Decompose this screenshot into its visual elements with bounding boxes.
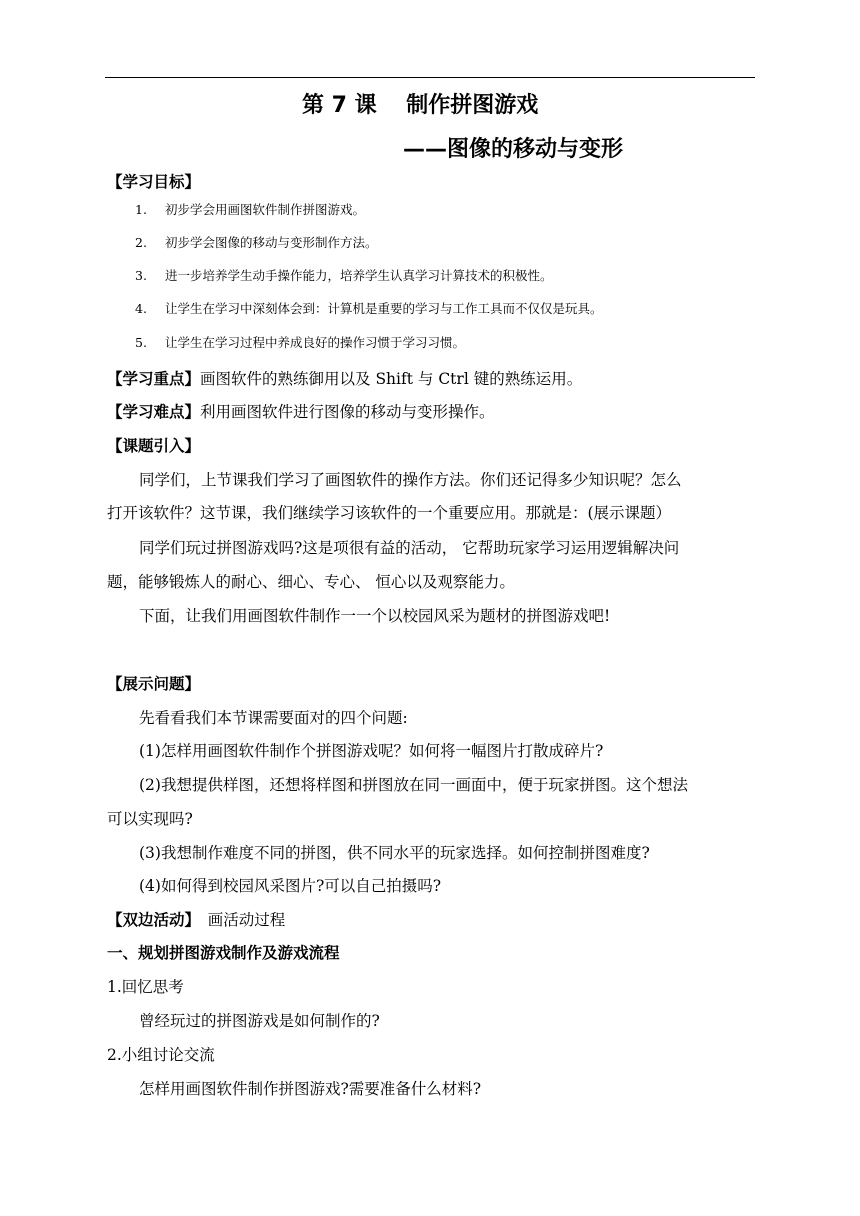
difficulty-text: 利用画图软件进行图像的移动与变形操作。 xyxy=(200,403,495,421)
subsection-text: 曾经玩过的拼图游戏是如何制作的? xyxy=(139,1012,380,1030)
objective-text: 让学生在学习中深刻体会到：计算机是重要的学习与工作工具而不仅仅是玩具。 xyxy=(165,301,603,316)
key-point-line xyxy=(107,369,582,389)
subsection-title: 2.小组讨论交流 xyxy=(107,1046,215,1064)
difficulty-line xyxy=(107,402,495,422)
intro-paragraph-line: 同学们，上节课我们学习了画图软件的操作方法。你们还记得多少知识呢？怎么 xyxy=(139,471,682,489)
objective-number: 1. xyxy=(135,202,147,217)
intro-paragraph-line: 同学们玩过拼图游戏吗?这是项很有益的活动， 它帮助玩家学习运用逻辑解决问 xyxy=(139,539,680,557)
activity-line xyxy=(107,910,285,930)
problem-item-continued: 可以实现吗? xyxy=(107,810,193,828)
objective-item xyxy=(135,300,603,318)
intro-heading: 【课题引入】 xyxy=(107,437,201,455)
objective-text: 让学生在学习过程中养成良好的操作习惯于学习习惯。 xyxy=(165,335,466,350)
objective-number: 5. xyxy=(135,335,147,350)
intro-paragraph-line: 打开该软件？这节课，我们继续学习该软件的一个重要应用。那就是：(展示课题） xyxy=(107,504,672,522)
objective-number: 2. xyxy=(135,235,147,250)
problems-heading: 【展示问题】 xyxy=(107,675,201,693)
problem-item: (2)我想提供样图，还想将样图和拼图放在同一画面中，便于玩家拼图。这个想法 xyxy=(139,776,688,794)
activity-label: 【双边活动】 xyxy=(107,911,193,929)
objective-text: 初步学会用画图软件制作拼图游戏。 xyxy=(165,202,366,217)
objective-text: 进一步培养学生动手操作能力，培养学生认真学习计算技术的积极性。 xyxy=(165,268,553,283)
key-point-text: 画图软件的熟练御用以及 Shift 与 Ctrl 键的熟练运用。 xyxy=(200,370,583,388)
objective-number: 4. xyxy=(135,301,147,316)
objectives-heading: 【学习目标】 xyxy=(107,173,201,191)
problem-item: (1)怎样用画图软件制作个拼图游戏呢？如何将一幅图片打散成碎片? xyxy=(139,742,604,760)
header-rule xyxy=(105,77,755,78)
lesson-title: 第 7 课 制作拼图游戏 xyxy=(302,93,539,118)
difficulty-label: 【学习难点】 xyxy=(107,403,201,421)
lesson-subtitle: ——图像的移动与变形 xyxy=(403,137,624,162)
problem-item: (4)如何得到校园风采图片?可以自己拍摄吗? xyxy=(139,877,442,895)
activity-text: 画活动过程 xyxy=(192,911,286,929)
key-point-label: 【学习重点】 xyxy=(107,370,201,388)
subsection-text: 怎样用画图软件制作拼图游戏?需要准备什么材料? xyxy=(139,1080,482,1098)
problem-item: (3)我想制作难度不同的拼图，供不同水平的玩家选择。如何控制拼图难度? xyxy=(139,844,650,862)
objective-item xyxy=(135,201,365,219)
objective-item xyxy=(135,267,553,285)
intro-paragraph-line: 下面，让我们用画图软件制作一一个以校园风采为题材的拼图游戏吧! xyxy=(139,607,611,625)
objective-item xyxy=(135,234,378,252)
section-heading: 一、规划拼图游戏制作及游戏流程 xyxy=(107,944,340,962)
problems-lead: 先看看我们本节课需要面对的四个问题: xyxy=(139,709,408,727)
subsection-title: 1.回忆思考 xyxy=(107,978,184,996)
objective-number: 3. xyxy=(135,268,147,283)
intro-paragraph-line: 题，能够锻炼人的耐心、细心、专心、 恒心以及观察能力。 xyxy=(107,573,515,591)
objective-text: 初步学会图像的移动与变形制作方法。 xyxy=(165,235,378,250)
objective-item xyxy=(135,334,465,352)
